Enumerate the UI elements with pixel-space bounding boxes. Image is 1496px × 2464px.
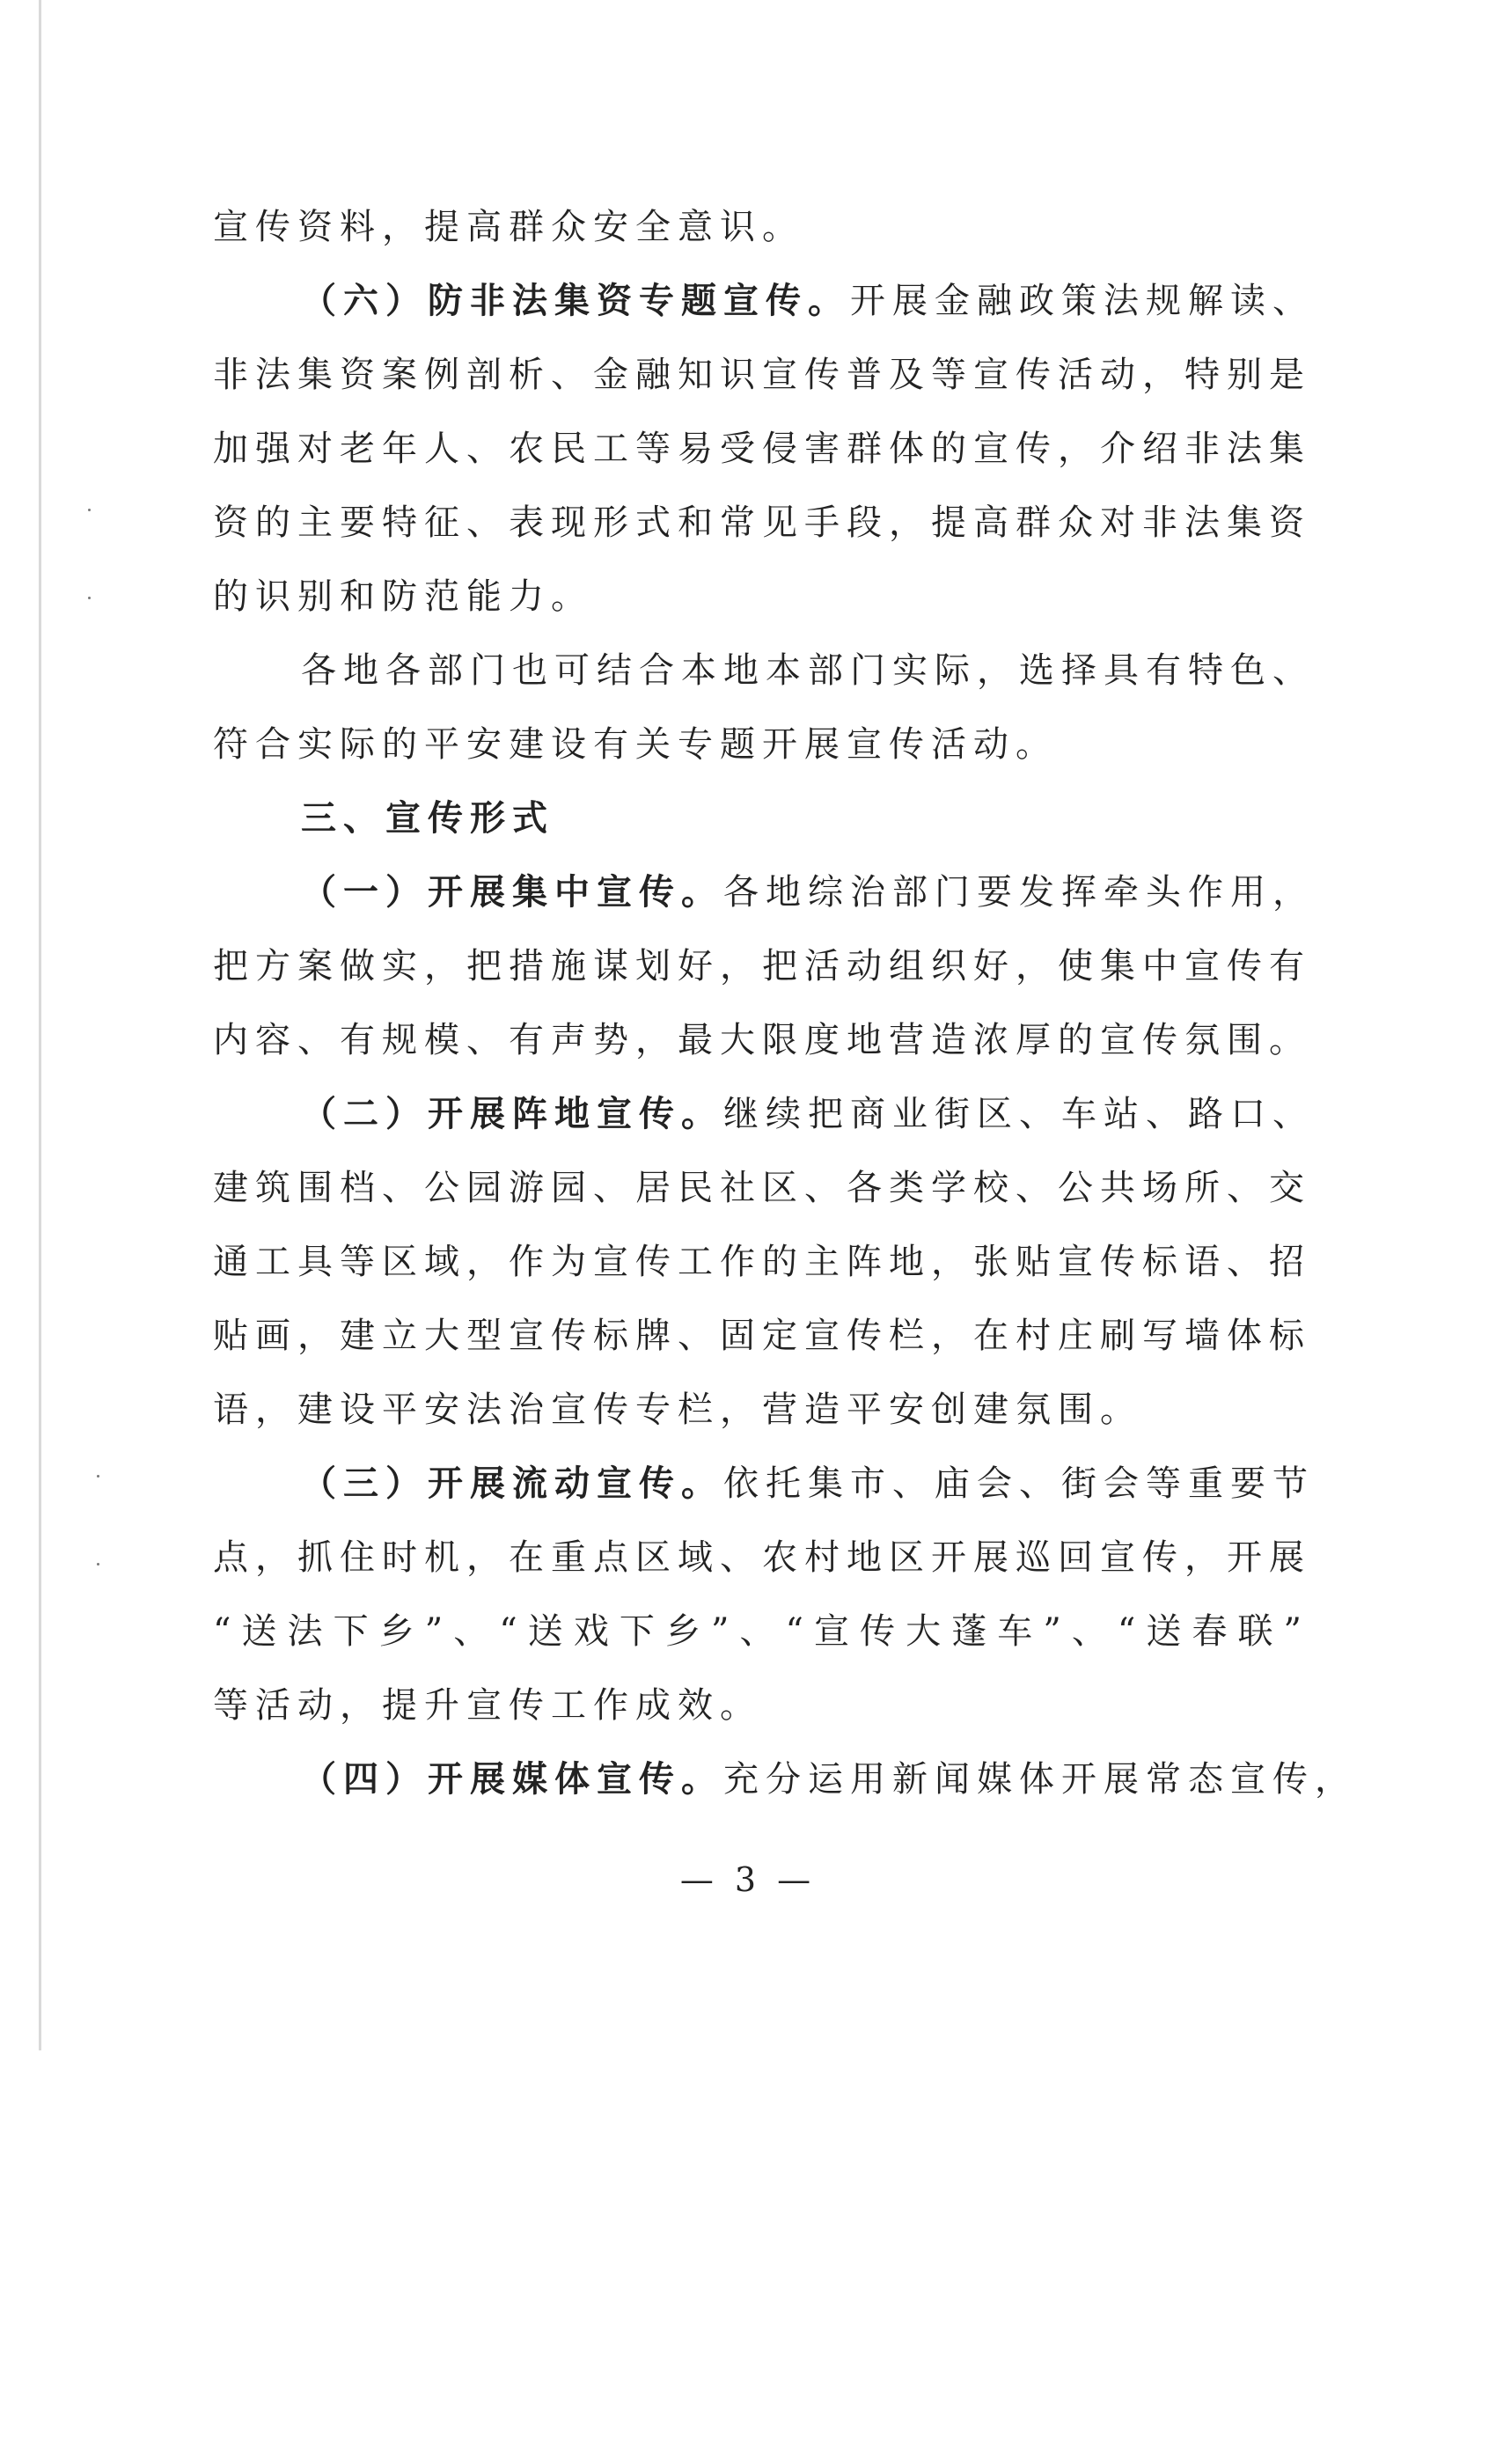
line-text: 开展金融政策法规解读、 — [850, 281, 1315, 321]
line-text: 点，抓住时机，在重点区域、农村地区开展巡回宣传，开展 — [213, 1537, 1311, 1578]
body-text — [213, 190, 1357, 1816]
scan-speck — [97, 1563, 99, 1566]
paragraph-lead: （四）开展媒体宣传。 — [301, 1759, 723, 1800]
text-line — [213, 190, 1309, 264]
paragraph-lead: （二）开展阵地宣传。 — [301, 1094, 723, 1134]
text-line — [213, 634, 1315, 708]
line-text: 内容、有规模、有声势，最大限度地营造浓厚的宣传氛围。 — [213, 1020, 1311, 1060]
paragraph-lead: （六）防非法集资专题宣传。 — [301, 281, 850, 321]
page-number: — 3 — — [679, 1860, 817, 1899]
line-text: 加强对老年人、农民工等易受侵害群体的宣传，介绍非法集 — [213, 429, 1311, 469]
line-text: 充分运用新闻媒体开展常态宣传， — [723, 1759, 1357, 1800]
line-text: 继续把商业街区、车站、路口、 — [723, 1094, 1315, 1134]
line-text: 等活动，提升宣传工作成效。 — [213, 1685, 762, 1726]
page-edge-shadow — [39, 0, 41, 2050]
scan-speck — [97, 1475, 99, 1478]
text-line — [213, 1299, 1309, 1373]
text-line — [213, 1151, 1309, 1225]
line-text: 宣传资料，提高群众安全意识。 — [213, 207, 804, 247]
line-text: 建筑围档、公园游园、居民社区、各类学校、公共场所、交 — [213, 1168, 1311, 1208]
line-text: 各地综治部门要发挥牵头作用， — [723, 872, 1315, 913]
text-line — [213, 338, 1309, 412]
line-text: 把方案做实，把措施谋划好，把活动组织好，使集中宣传有 — [213, 946, 1311, 986]
text-line — [213, 1521, 1309, 1595]
text-line — [213, 486, 1309, 560]
text-line — [213, 1595, 1309, 1668]
text-line — [213, 1077, 1315, 1151]
text-line — [213, 855, 1315, 929]
line-text: 通工具等区域，作为宣传工作的主阵地，张贴宣传标语、招 — [213, 1242, 1311, 1282]
line-text: 三、宣传形式 — [301, 798, 554, 839]
line-text: 符合实际的平安建设有关专题开展宣传活动。 — [213, 724, 1058, 765]
line-text: 资的主要特征、表现形式和常见手段，提高群众对非法集资 — [213, 502, 1311, 543]
text-line — [213, 929, 1309, 1003]
scan-speck — [88, 509, 91, 511]
line-text: 非法集资案例剖析、金融知识宣传普及等宣传活动，特别是 — [213, 355, 1311, 395]
text-line — [213, 412, 1309, 486]
text-line — [213, 1373, 1309, 1447]
text-line — [213, 1447, 1315, 1521]
text-line — [213, 708, 1309, 781]
text-line — [213, 264, 1315, 338]
text-line — [213, 1668, 1309, 1742]
text-line — [213, 560, 1309, 634]
line-text: 语，建设平安法治宣传专栏，营造平安创建氛围。 — [213, 1390, 1142, 1430]
section-heading — [213, 781, 1309, 855]
line-text: 贴画，建立大型宣传标牌、固定宣传栏，在村庄刷写墙体标 — [213, 1316, 1311, 1356]
text-line — [213, 1225, 1309, 1299]
text-line — [213, 1742, 1357, 1816]
scan-speck — [88, 597, 91, 599]
line-text: 依托集市、庙会、街会等重要节 — [723, 1463, 1315, 1504]
line-text: 各地各部门也可结合本地本部门实际，选择具有特色、 — [301, 650, 1315, 691]
line-text: “送法下乡”、“送戏下乡”、“宣传大蓬车”、“送春联” — [213, 1611, 1309, 1652]
line-text: 的识别和防范能力。 — [213, 576, 593, 617]
paragraph-lead: （一）开展集中宣传。 — [301, 872, 723, 913]
paragraph-lead: （三）开展流动宣传。 — [301, 1463, 723, 1504]
text-line — [213, 1003, 1309, 1077]
